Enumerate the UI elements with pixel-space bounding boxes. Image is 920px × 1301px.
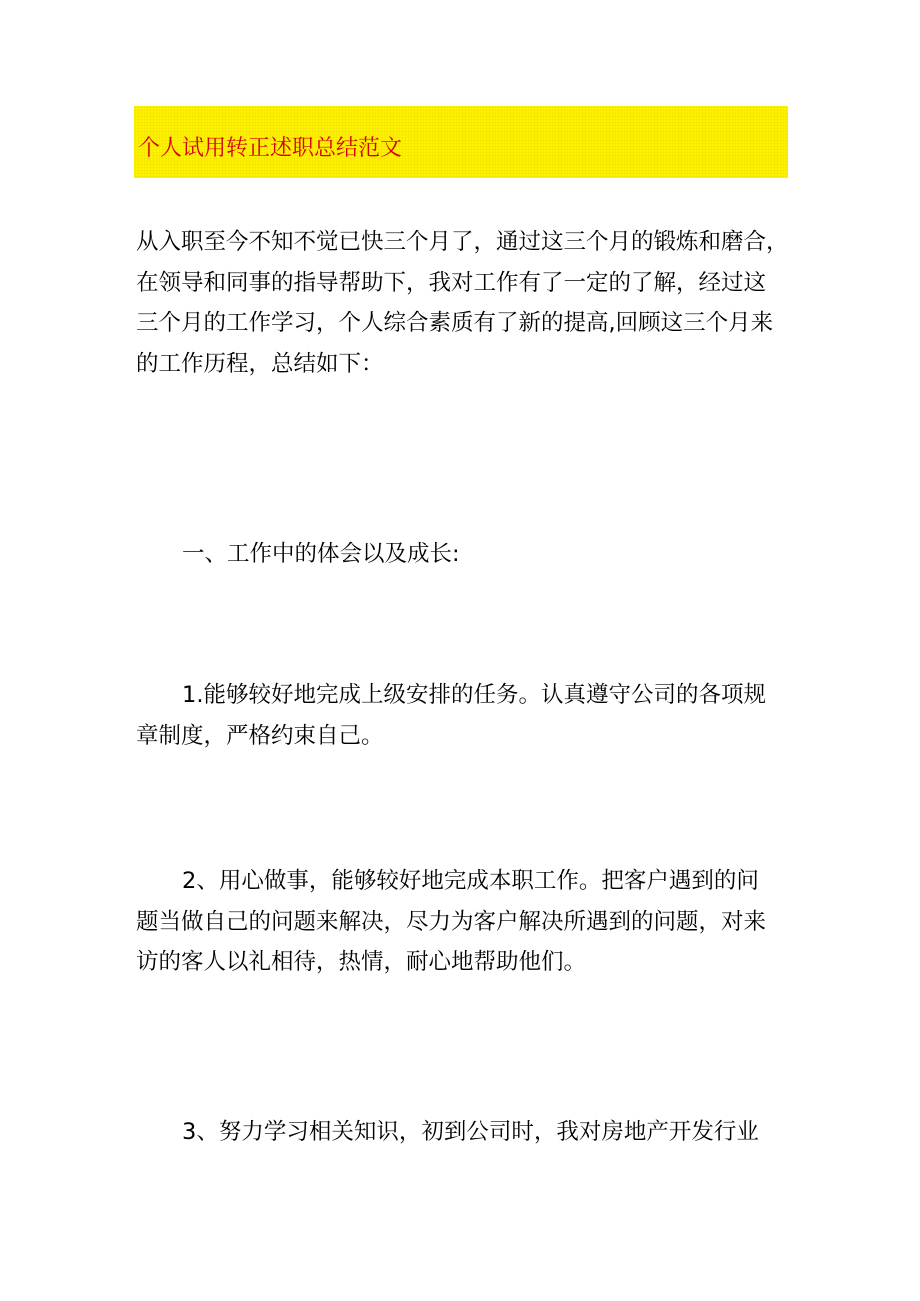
item-3-paragraph [136,1112,796,1153]
paragraph-line: 章制度，严格约束自己。 [136,722,384,749]
paragraph-line: 从入职至今不知不觉已快三个月了，通过这三个月的锻炼和磨合， [136,229,789,255]
title-highlight-band [134,106,788,178]
document-title: 个人试用转正述职总结范文 [138,136,403,161]
paragraph-line: 题当做自己的问题来解决，尽力为客户解决所遇到的问题，对来 [136,908,767,935]
paragraph-line: 1.能够较好地完成上级安排的任务。认真遵守公司的各项规 [182,682,766,708]
paragraph-line: 2、用心做事，能够较好地完成本职工作。把客户遇到的问 [182,868,759,894]
section-heading [136,534,796,575]
paragraph-line: 在领导和同事的指导帮助下，我对工作有了一定的了解，经过这 [136,269,767,296]
item-1-paragraph [136,675,796,756]
paragraph-line: 3、努力学习相关知识，初到公司时，我对房地产开发行业 [182,1119,759,1145]
paragraph-line: 三个月的工作学习，个人综合素质有了新的提高,回顾这三个月来 [136,310,774,336]
paragraph-line: 的工作历程，总结如下： [136,350,384,377]
section-heading-text: 一、工作中的体会以及成长: [182,541,460,567]
paragraph-line: 访的客人以礼相待，热情，耐心地帮助他们。 [136,949,587,975]
item-2-paragraph [136,861,796,983]
intro-paragraph [136,222,796,384]
